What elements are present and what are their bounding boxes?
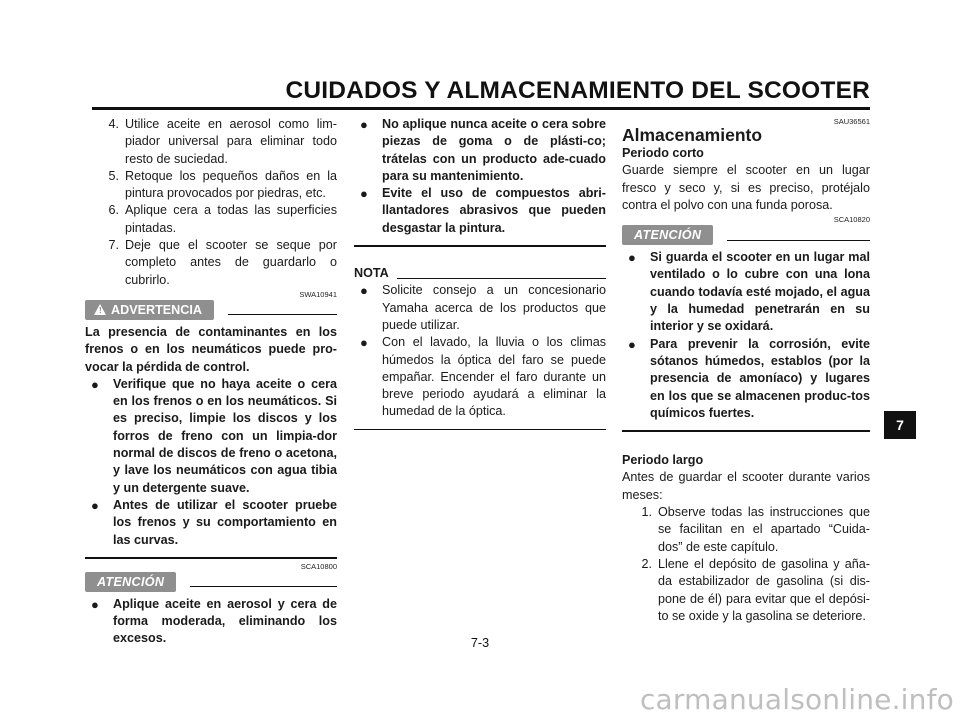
nota-header: NOTA: [354, 265, 606, 282]
notice-header: [622, 225, 870, 245]
long-period-text: Antes de guardar el scooter durante varios meses:: [622, 470, 870, 502]
list-item: 4. Utilice aceite en aerosol como lim-piador universal para eliminar todo resto de suciedad.: [108, 117, 337, 166]
list-item: ● Evite el uso de compuestos abri-llantadores abrasivos que pueden desgastar la pintura.: [354, 185, 606, 237]
right-column: [622, 116, 870, 625]
bullet-icon: ●: [628, 250, 636, 266]
warning-header: [85, 300, 337, 320]
short-period-text: Guarde siempre el scooter en un lugar fresco y seco y, si es preciso, protéjalo contra el polvo con una funda porosa.: [622, 163, 870, 212]
exclamation-icon: !: [99, 305, 102, 315]
warning-code: SWA10941: [299, 289, 337, 299]
bullet-icon: ●: [360, 283, 368, 299]
watermark: carmanualsonline.info: [639, 683, 954, 716]
notice-badge: ATENCIÓN: [85, 572, 176, 592]
bullet-icon: ●: [360, 117, 368, 132]
middle-column: [354, 116, 606, 430]
list-item: ● Para prevenir la corrosión, evite sótanos húmedos, establos (por la presencia de amoníaco) y lugares en los que se almacenen produc-tos químicos fuertes.: [622, 336, 870, 422]
short-period-title: Periodo corto: [622, 146, 704, 160]
header-rule: [92, 107, 870, 110]
list-item: 1. Observe todas las instrucciones que se facilitan en el apartado “Cuida-dos” de este capítulo.: [641, 505, 870, 554]
bullet-icon: ●: [91, 497, 99, 513]
list-item: ● Verifique que no haya aceite o cera en los frenos o en los neumáticos. Si es preciso, limpie los discos y los forros de freno con un limpia-dor normal de discos de freno o acetona, y lave los neumáticos con agua tibia y un detergente suave.: [85, 376, 337, 497]
divider: [622, 430, 870, 432]
list-item: ● Solicite consejo a un concesionario Yamaha acerca de los productos que puede utilizar.: [354, 282, 606, 334]
notice-code: SCA10800: [300, 561, 337, 571]
list-item: 6. Aplique cera a todas las superficies pintadas.: [108, 203, 337, 235]
list-item: 7. Deje que el scooter se seque por completo antes de guardarlo o cubrirlo.: [108, 238, 337, 287]
list-item: ● Aplique aceite en aerosol y cera de forma moderada, eliminando los excesos.: [85, 596, 337, 648]
bullet-icon: ●: [360, 186, 368, 202]
page-title: CUIDADOS Y ALMACENAMIENTO DEL SCOOTER: [285, 77, 870, 104]
section-title: Almacenamiento: [622, 125, 763, 145]
list-item: ● No aplique nunca aceite o cera sobre piezas de goma o de plásti-co; trátelas con un producto ade-cuado para su mantenimiento.: [354, 116, 606, 185]
chapter-tab: 7: [884, 411, 916, 439]
left-column: [85, 116, 337, 648]
list-item: 5. Retoque los pequeños daños en la pintura provocados por piedras, etc.: [108, 168, 337, 201]
list-item: ● Con el lavado, la lluvia o los climas húmedos la óptica del faro se puede empañar. Encender el faro durante un breve periodo ayudará a eliminar la humedad de la óptica.: [354, 334, 606, 420]
list-item: ● Antes de utilizar el scooter pruebe los frenos y su comportamiento en las curvas.: [85, 497, 337, 549]
section-code: SAU36561: [833, 117, 870, 126]
divider: [354, 429, 606, 430]
divider: [354, 245, 606, 247]
long-period-title: Periodo largo: [622, 453, 704, 468]
warning-badge: ! ADVERTENCIA: [85, 300, 214, 320]
notice-code: SCA10820: [833, 215, 870, 225]
list-item: ● Si guarda el scooter en un lugar mal ventilado o lo cubre con una lona cuando todavía esté mojado, el agua y la humedad penetrarán en su interior y se oxidará.: [622, 249, 870, 335]
list-item: 2. Llene el depósito de gasolina y aña-da estabilizador de gasolina (si dis-pone de él) para evitar que el depósi-to se oxide y la gasolina se deteriore.: [641, 556, 870, 623]
page-number: 7-3: [470, 636, 490, 650]
warning-intro: La presencia de contaminantes en los frenos o en los neumáticos puede pro-vocar la pérdida de control.: [85, 324, 337, 374]
bullet-icon: ●: [628, 336, 636, 352]
bullet-icon: ●: [91, 376, 99, 392]
notice-header: [85, 572, 337, 592]
notice-badge: ATENCIÓN: [622, 225, 713, 245]
bullet-icon: ●: [360, 335, 368, 351]
divider: [85, 557, 337, 559]
bullet-icon: ●: [91, 596, 99, 612]
